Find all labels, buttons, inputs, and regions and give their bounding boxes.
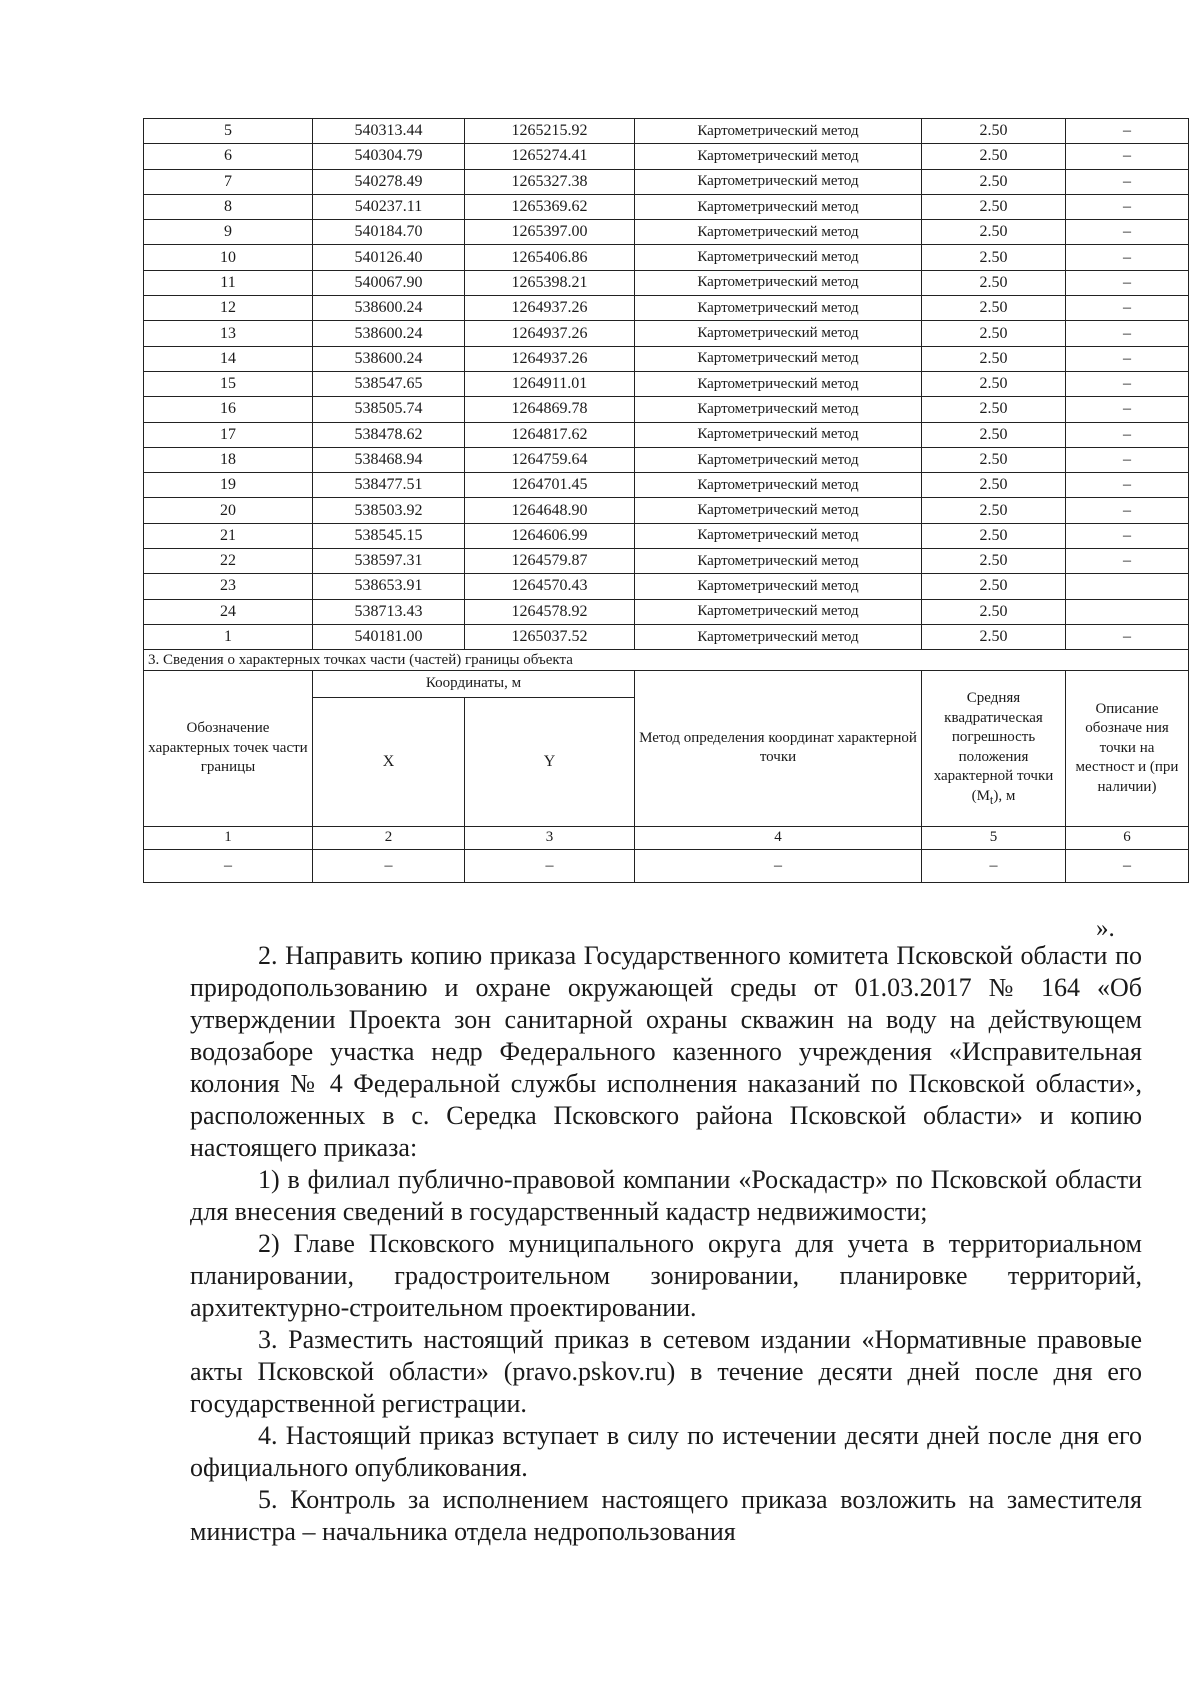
mt-error-cell: 2.50 xyxy=(922,371,1066,396)
description-cell: – xyxy=(1066,422,1189,447)
empty-cell: – xyxy=(465,849,635,882)
x-coordinate-cell: 538547.65 xyxy=(313,371,465,396)
method-cell: Картометрический метод xyxy=(635,119,922,144)
x-coordinate-cell: 540067.90 xyxy=(313,270,465,295)
method-cell: Картометрический метод xyxy=(635,498,922,523)
table-row xyxy=(144,371,1189,396)
method-cell: Картометрический метод xyxy=(635,447,922,472)
description-cell: – xyxy=(1066,397,1189,422)
mt-error-cell: 2.50 xyxy=(922,422,1066,447)
x-coordinate-cell: 538503.92 xyxy=(313,498,465,523)
table-row xyxy=(144,549,1189,574)
y-coordinate-cell: 1264937.26 xyxy=(465,346,635,371)
point-number-cell: 6 xyxy=(144,144,313,169)
x-coordinate-cell: 540184.70 xyxy=(313,220,465,245)
y-coordinate-cell: 1265397.00 xyxy=(465,220,635,245)
x-coordinate-cell: 540278.49 xyxy=(313,169,465,194)
y-coordinate-cell: 1264759.64 xyxy=(465,447,635,472)
point-number-cell: 10 xyxy=(144,245,313,270)
table-row xyxy=(144,397,1189,422)
empty-cell: – xyxy=(635,849,922,882)
method-cell: Картометрический метод xyxy=(635,169,922,194)
x-coordinate-cell: 538713.43 xyxy=(313,599,465,624)
description-cell: – xyxy=(1066,549,1189,574)
point-number-cell: 9 xyxy=(144,220,313,245)
table-row xyxy=(144,119,1189,144)
table-row xyxy=(144,473,1189,498)
mt-error-cell: 2.50 xyxy=(922,498,1066,523)
coordinates-table xyxy=(143,118,1189,883)
header-method: Метод определения координат характерной точки xyxy=(635,671,922,827)
mt-error-cell: 2.50 xyxy=(922,194,1066,219)
point-number-cell: 17 xyxy=(144,422,313,447)
mt-error-cell: 2.50 xyxy=(922,473,1066,498)
point-number-cell: 13 xyxy=(144,321,313,346)
header-description: Описание обозначе ния точки на местност и (при наличии) xyxy=(1066,671,1189,827)
paragraph-2-1: 1) в филиал публично-правовой компании «Роскадастр» по Псковской области для внесения сведений в государственный кадастр недвижимости; xyxy=(190,1165,1142,1226)
y-coordinate-cell: 1264701.45 xyxy=(465,473,635,498)
description-cell xyxy=(1066,599,1189,624)
empty-cell: – xyxy=(1066,849,1189,882)
table-row xyxy=(144,144,1189,169)
y-coordinate-cell: 1264869.78 xyxy=(465,397,635,422)
coordinates-table-body xyxy=(144,119,1189,650)
point-number-cell: 24 xyxy=(144,599,313,624)
method-cell: Картометрический метод xyxy=(635,473,922,498)
y-coordinate-cell: 1265274.41 xyxy=(465,144,635,169)
point-number-cell: 7 xyxy=(144,169,313,194)
empty-cell: – xyxy=(144,849,313,882)
header-designation: Обозначение характерных точек части границы xyxy=(144,671,313,827)
point-number-cell: 11 xyxy=(144,270,313,295)
table-row xyxy=(144,169,1189,194)
method-cell: Картометрический метод xyxy=(635,371,922,396)
mt-error-cell: 2.50 xyxy=(922,549,1066,574)
mt-error-cell: 2.50 xyxy=(922,321,1066,346)
paragraph-2: 2. Направить копию приказа Государственного комитета Псковской области по природопользованию и охране окружающей среды от 01.03.2017 № 164 «Об утверждении Проекта зон санитарной охраны скважин на воду на действующем водозаборе участка недр Федерального казенного учреждения «Исправительная колония № 4 Федеральной службы исполнения наказаний по Псковской области», расположенных в с. Середка Псковского района Псковской области» и копию настоящего приказа: xyxy=(190,941,1142,1162)
mt-error-cell: 2.50 xyxy=(922,447,1066,472)
paragraph-3: 3. Разместить настоящий приказ в сетевом издании «Нормативные правовые акты Псковской области» (pravo.pskov.ru) в течение десяти дней после дня его государственной регистрации. xyxy=(190,1325,1142,1418)
point-number-cell: 19 xyxy=(144,473,313,498)
description-cell: – xyxy=(1066,624,1189,649)
table-row xyxy=(144,523,1189,548)
empty-cell: – xyxy=(313,849,465,882)
x-coordinate-cell: 538600.24 xyxy=(313,296,465,321)
body-text xyxy=(190,940,1142,1548)
method-cell: Картометрический метод xyxy=(635,523,922,548)
method-cell: Картометрический метод xyxy=(635,194,922,219)
description-cell: – xyxy=(1066,119,1189,144)
paragraph-4: 4. Настоящий приказ вступает в силу по истечении десяти дней после дня его официального опубликования. xyxy=(190,1421,1142,1482)
point-number-cell: 14 xyxy=(144,346,313,371)
header-x: X xyxy=(313,697,465,826)
mt-error-cell: 2.50 xyxy=(922,220,1066,245)
mt-error-cell: 2.50 xyxy=(922,574,1066,599)
y-coordinate-cell: 1264578.92 xyxy=(465,599,635,624)
y-coordinate-cell: 1265398.21 xyxy=(465,270,635,295)
mt-error-cell: 2.50 xyxy=(922,270,1066,295)
point-number-cell: 23 xyxy=(144,574,313,599)
y-coordinate-cell: 1265406.86 xyxy=(465,245,635,270)
x-coordinate-cell: 540237.11 xyxy=(313,194,465,219)
description-cell: – xyxy=(1066,296,1189,321)
method-cell: Картометрический метод xyxy=(635,574,922,599)
x-coordinate-cell: 538600.24 xyxy=(313,321,465,346)
header-error: Средняя квадратическая погрешность положения характерной точки $(M_t)$, м xyxy=(922,671,1066,827)
paragraph-2-2: 2) Главе Псковского муниципального округа для учета в территориальном планировании, градостроительном зонировании, планировке территорий, архитектурно-строительном проектировании. xyxy=(190,1229,1142,1322)
x-coordinate-cell: 540126.40 xyxy=(313,245,465,270)
description-cell: – xyxy=(1066,447,1189,472)
x-coordinate-cell: 538600.24 xyxy=(313,346,465,371)
method-cell: Картометрический метод xyxy=(635,220,922,245)
x-coordinate-cell: 538545.15 xyxy=(313,523,465,548)
x-coordinate-cell: 538477.51 xyxy=(313,473,465,498)
x-coordinate-cell: 538597.31 xyxy=(313,549,465,574)
point-number-cell: 12 xyxy=(144,296,313,321)
table-row xyxy=(144,245,1189,270)
y-coordinate-cell: 1265215.92 xyxy=(465,119,635,144)
y-coordinate-cell: 1265037.52 xyxy=(465,624,635,649)
x-coordinate-cell: 540304.79 xyxy=(313,144,465,169)
mt-error-cell: 2.50 xyxy=(922,397,1066,422)
empty-row xyxy=(144,849,1189,882)
point-number-cell: 1 xyxy=(144,624,313,649)
mt-error-cell: 2.50 xyxy=(922,169,1066,194)
x-coordinate-cell: 540181.00 xyxy=(313,624,465,649)
table-row xyxy=(144,624,1189,649)
table-row xyxy=(144,220,1189,245)
mt-error-cell: 2.50 xyxy=(922,296,1066,321)
point-number-cell: 21 xyxy=(144,523,313,548)
description-cell: – xyxy=(1066,371,1189,396)
y-coordinate-cell: 1264570.43 xyxy=(465,574,635,599)
table-row xyxy=(144,498,1189,523)
method-cell: Картометрический метод xyxy=(635,321,922,346)
section3-title: 3. Сведения о характерных точках части (частей) границы объекта xyxy=(144,650,1189,671)
mt-error-cell: 2.50 xyxy=(922,346,1066,371)
description-cell: – xyxy=(1066,498,1189,523)
y-coordinate-cell: 1264937.26 xyxy=(465,321,635,346)
y-coordinate-cell: 1264606.99 xyxy=(465,523,635,548)
point-number-cell: 18 xyxy=(144,447,313,472)
description-cell: – xyxy=(1066,144,1189,169)
description-cell: – xyxy=(1066,321,1189,346)
section3-table xyxy=(144,650,1189,883)
table-row xyxy=(144,346,1189,371)
method-cell: Картометрический метод xyxy=(635,144,922,169)
column-numbers-row xyxy=(144,826,1189,849)
mt-error-cell: 2.50 xyxy=(922,119,1066,144)
empty-cell: – xyxy=(922,849,1066,882)
point-number-cell: 8 xyxy=(144,194,313,219)
mt-error-cell: 2.50 xyxy=(922,245,1066,270)
y-coordinate-cell: 1265369.62 xyxy=(465,194,635,219)
mt-error-cell: 2.50 xyxy=(922,624,1066,649)
column-number: 6 xyxy=(1066,826,1189,849)
mt-error-cell: 2.50 xyxy=(922,144,1066,169)
point-number-cell: 5 xyxy=(144,119,313,144)
x-coordinate-cell: 538653.91 xyxy=(313,574,465,599)
description-cell: – xyxy=(1066,473,1189,498)
closing-quote: ». xyxy=(1096,915,1115,942)
method-cell: Картометрический метод xyxy=(635,346,922,371)
x-coordinate-cell: 540313.44 xyxy=(313,119,465,144)
point-number-cell: 20 xyxy=(144,498,313,523)
column-number: 2 xyxy=(313,826,465,849)
description-cell: – xyxy=(1066,523,1189,548)
header-coordinates: Координаты, м xyxy=(313,671,635,698)
y-coordinate-cell: 1264648.90 xyxy=(465,498,635,523)
column-number: 5 xyxy=(922,826,1066,849)
method-cell: Картометрический метод xyxy=(635,245,922,270)
x-coordinate-cell: 538468.94 xyxy=(313,447,465,472)
description-cell: – xyxy=(1066,169,1189,194)
description-cell: – xyxy=(1066,346,1189,371)
description-cell xyxy=(1066,574,1189,599)
method-cell: Картометрический метод xyxy=(635,296,922,321)
y-coordinate-cell: 1264817.62 xyxy=(465,422,635,447)
description-cell: – xyxy=(1066,245,1189,270)
mt-error-cell: 2.50 xyxy=(922,523,1066,548)
description-cell: – xyxy=(1066,194,1189,219)
header-y: Y xyxy=(465,697,635,826)
mt-error-cell: 2.50 xyxy=(922,599,1066,624)
table-row xyxy=(144,194,1189,219)
column-number: 3 xyxy=(465,826,635,849)
method-cell: Картометрический метод xyxy=(635,397,922,422)
table-row xyxy=(144,296,1189,321)
y-coordinate-cell: 1264911.01 xyxy=(465,371,635,396)
point-number-cell: 16 xyxy=(144,397,313,422)
column-number: 1 xyxy=(144,826,313,849)
paragraph-5: 5. Контроль за исполнением настоящего приказа возложить на заместителя министра – начальника отдела недропользования xyxy=(190,1485,1142,1546)
point-number-cell: 22 xyxy=(144,549,313,574)
y-coordinate-cell: 1265327.38 xyxy=(465,169,635,194)
point-number-cell: 15 xyxy=(144,371,313,396)
method-cell: Картометрический метод xyxy=(635,599,922,624)
table-row xyxy=(144,270,1189,295)
method-cell: Картометрический метод xyxy=(635,422,922,447)
table-row xyxy=(144,422,1189,447)
y-coordinate-cell: 1264579.87 xyxy=(465,549,635,574)
column-number: 4 xyxy=(635,826,922,849)
table-row xyxy=(144,574,1189,599)
description-cell: – xyxy=(1066,270,1189,295)
table-row xyxy=(144,447,1189,472)
method-cell: Картометрический метод xyxy=(635,624,922,649)
description-cell: – xyxy=(1066,220,1189,245)
x-coordinate-cell: 538478.62 xyxy=(313,422,465,447)
table-row xyxy=(144,321,1189,346)
method-cell: Картометрический метод xyxy=(635,549,922,574)
y-coordinate-cell: 1264937.26 xyxy=(465,296,635,321)
x-coordinate-cell: 538505.74 xyxy=(313,397,465,422)
table-row xyxy=(144,599,1189,624)
method-cell: Картометрический метод xyxy=(635,270,922,295)
